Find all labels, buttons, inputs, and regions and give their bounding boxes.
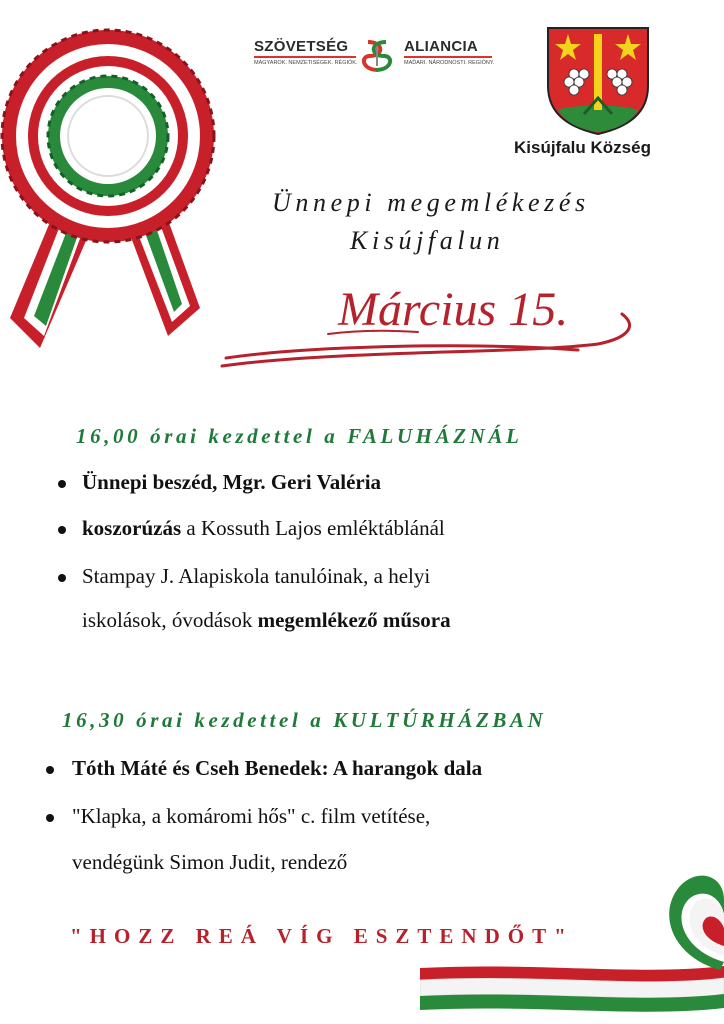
list-item-song (72, 756, 482, 781)
coat-of-arms-icon (544, 24, 652, 136)
list-item-text: a Kossuth Lajos emléktáblánál (181, 516, 445, 540)
list-item-bold: koszorúzás (82, 516, 182, 540)
flag-ribbon-image (420, 870, 724, 1024)
list-item-film-line2: vendégünk Simon Judit, rendező (72, 850, 348, 874)
section-heading-kulturhaz: 16,30 órai kezdettel a KULTÚRHÁZBAN (62, 708, 547, 732)
bullet-dot (58, 480, 66, 488)
bullet-dot (46, 814, 54, 822)
event-location: Kisújfalun (350, 226, 505, 255)
event-title: Ünnepi megemlékezés (272, 188, 590, 217)
logo-bar-right (404, 56, 492, 58)
logo-sub-right: MAĎARI. NÁRODNOSTI. REGIÓNY. (404, 60, 495, 66)
village-name: Kisújfalu Község (514, 138, 651, 157)
closing-quote: "HOZZ REÁ VÍG ESZTENDŐT" (70, 924, 574, 948)
cockade-image (0, 18, 220, 358)
logo-word-right: ALIANCIA (404, 38, 479, 55)
list-item-speech (82, 470, 381, 495)
logo-bar-left (254, 56, 356, 58)
list-item-bold: megemlékező műsora (257, 608, 451, 632)
bullet-dot (58, 574, 66, 582)
szovetseg-aliancia-logo (254, 38, 494, 74)
logo-word-left: SZÖVETSÉG (254, 38, 349, 55)
event-date: Március 15. (338, 283, 569, 336)
list-item-wreath (82, 516, 445, 541)
list-item-film-line1: "Klapka, a komáromi hős" c. film vetítése, (72, 804, 431, 828)
swoosh-underline (218, 306, 638, 376)
list-item-bold: Ünnepi beszéd, Mgr. Geri Valéria (82, 470, 382, 494)
list-item-program-line2 (82, 608, 451, 633)
aliancia-mark-icon (360, 36, 394, 76)
section-heading-faluhaz: 16,00 órai kezdettel a FALUHÁZNÁL (76, 424, 523, 448)
list-item-text: iskolások, óvodások (82, 608, 258, 632)
logo-sub-left: MAGYAROK. NEMZETISÉGEK. RÉGIÓK. (254, 60, 358, 66)
bullet-dot (58, 526, 66, 534)
list-item-bold: Tóth Máté és Cseh Benedek: A harangok dala (72, 756, 483, 780)
list-item-program-line1: Stampay J. Alapiskola tanulóinak, a helyi (82, 564, 431, 588)
bullet-dot (46, 766, 54, 774)
